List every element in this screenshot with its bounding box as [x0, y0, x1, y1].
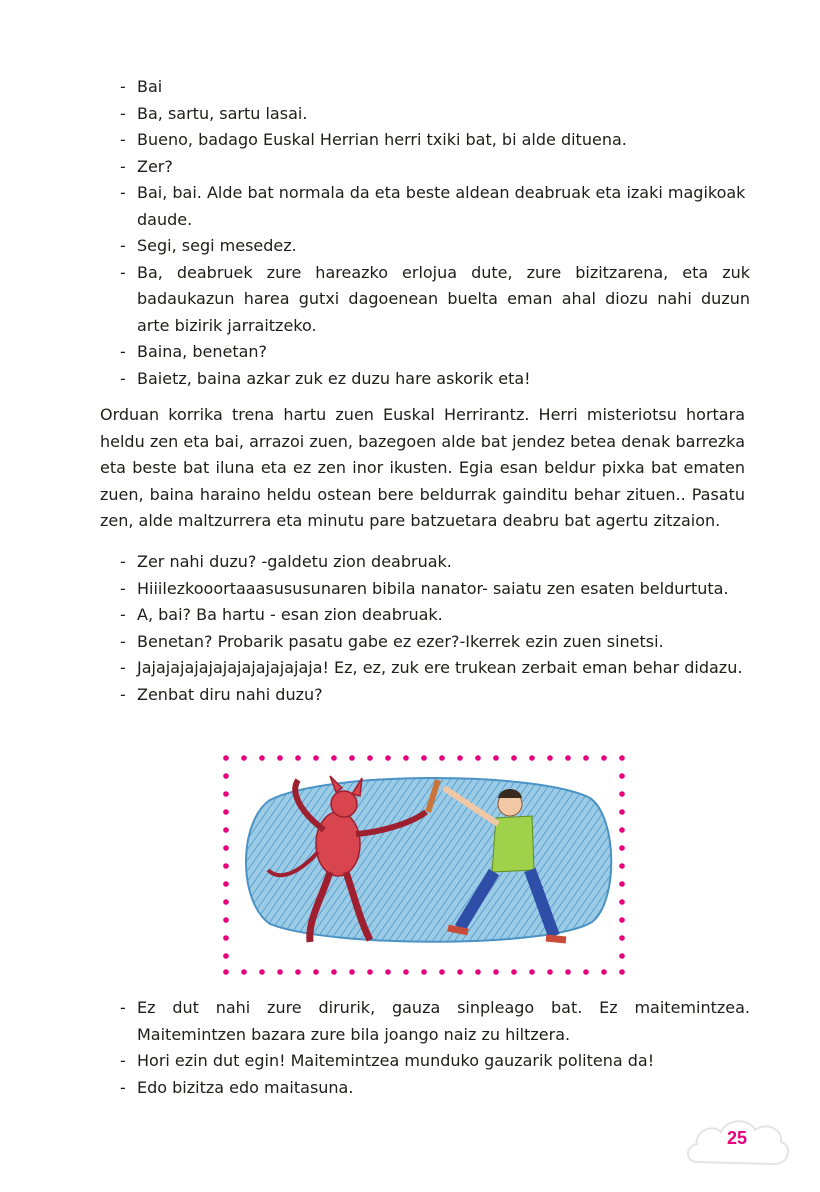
frame-dot: [223, 969, 229, 975]
frame-dot: [349, 755, 355, 761]
dialogue-line: - Bai: [120, 74, 750, 101]
frame-dot: [259, 755, 265, 761]
frame-dot: [367, 755, 373, 761]
frame-dot: [313, 755, 319, 761]
frame-dot: [619, 881, 625, 887]
frame-dot: [619, 953, 625, 959]
dialogue-line: - Hiiilezkooortaaasususunaren bibila nanator- saiatu zen esaten beldurtuta.: [120, 576, 750, 603]
frame-dot: [439, 969, 445, 975]
dialogue-line: - Segi, segi mesedez.: [120, 233, 750, 260]
frame-dot: [583, 969, 589, 975]
frame-dot: [529, 969, 535, 975]
frame-dot: [403, 755, 409, 761]
frame-dot: [223, 809, 229, 815]
frame-dot: [457, 755, 463, 761]
frame-dot: [313, 969, 319, 975]
frame-dot: [565, 755, 571, 761]
frame-dot: [223, 755, 229, 761]
frame-dot: [223, 791, 229, 797]
frame-dot: [439, 755, 445, 761]
frame-dot: [619, 791, 625, 797]
frame-dot: [295, 969, 301, 975]
frame-dot: [493, 969, 499, 975]
frame-dot: [421, 969, 427, 975]
illustration-frame: [220, 752, 628, 978]
frame-dot: [619, 863, 625, 869]
frame-dot: [619, 899, 625, 905]
dialogue-line: - Edo bizitza edo maitasuna.: [120, 1075, 750, 1102]
dialogue-line: - Bai, bai. Alde bat normala da eta beste aldean deabruak eta izaki magikoak daude.: [120, 180, 750, 233]
frame-dot: [385, 755, 391, 761]
frame-dot: [241, 755, 247, 761]
frame-dot: [421, 755, 427, 761]
frame-dot: [259, 969, 265, 975]
frame-dot: [619, 809, 625, 815]
dialogue-block-3: [120, 995, 750, 1101]
dialogue-line: - Ba, sartu, sartu lasai.: [120, 101, 750, 128]
frame-dot: [565, 969, 571, 975]
frame-dot: [241, 969, 247, 975]
page-number: 25: [726, 1128, 748, 1148]
dialogue-line: - Hori ezin dut egin! Maitemintzea munduko gauzarik politena da!: [120, 1048, 750, 1075]
frame-dot: [223, 899, 229, 905]
frame-dot: [619, 845, 625, 851]
dialogue-line: - Ez dut nahi zure dirurik, gauza sinpleago bat. Ez maitemintzea. Maitemintzen bazara zure bila joango naiz zu hiltzera.: [120, 995, 750, 1048]
page-number-cloud: [683, 1110, 791, 1174]
frame-dot: [331, 969, 337, 975]
dialogue-block-1: [120, 74, 750, 392]
dialogue-line: - Jajajajajajajajajajajajaja! Ez, ez, zuk ere trukean zerbait eman behar didazu.: [120, 655, 750, 682]
frame-dot: [511, 969, 517, 975]
frame-dot: [223, 845, 229, 851]
dialogue-line: - Ba, deabruek zure hareazko erlojua dute, zure bizitzarena, eta zuk badaukazun harea gutxi dagoenean buelta eman ahal diozu nahi duzun arte bizirik jarraitzeko.: [120, 260, 750, 340]
frame-dot: [223, 881, 229, 887]
frame-dot: [331, 755, 337, 761]
frame-dot: [367, 969, 373, 975]
frame-dot: [601, 969, 607, 975]
frame-dot: [277, 755, 283, 761]
dialogue-line: - Baietz, baina azkar zuk ez duzu hare askorik eta!: [120, 366, 750, 393]
frame-dot: [619, 827, 625, 833]
dialogue-line: - Zenbat diru nahi duzu?: [120, 682, 750, 709]
dialogue-line: - Benetan? Probarik pasatu gabe ez ezer?-Ikerrek ezin zuen sinetsi.: [120, 629, 750, 656]
frame-dot: [277, 969, 283, 975]
frame-dot: [223, 863, 229, 869]
frame-dot: [295, 755, 301, 761]
narration-paragraph: Orduan korrika trena hartu zuen Euskal Herrirantz. Herri misteriotsu hortara heldu zen eta bai, arrazoi zuen, bazegoen alde bat jendez betea denak barrezka eta beste bat iluna eta ez zen inor ikusten. Egia esan beldur pixka bat ematen zuen, baina haraino heldu ostean bere beldurrak gainditu behar zituen.. Pasatu zen, alde maltzurrera eta minutu pare batzuetara deabru bat agertu zitzaion.: [100, 405, 745, 530]
frame-dot: [349, 969, 355, 975]
frame-dot: [493, 755, 499, 761]
dialogue-line: - Bueno, badago Euskal Herrian herri txiki bat, bi alde dituena.: [120, 127, 750, 154]
devil-and-boy-illustration: [220, 752, 628, 978]
frame-dot: [403, 969, 409, 975]
frame-dot: [385, 969, 391, 975]
frame-dot: [223, 953, 229, 959]
frame-dot: [583, 755, 589, 761]
frame-dot: [529, 755, 535, 761]
dialogue-block-2: [120, 549, 750, 708]
frame-dot: [511, 755, 517, 761]
dialogue-line: - A, bai? Ba hartu - esan zion deabruak.: [120, 602, 750, 629]
frame-dot: [223, 917, 229, 923]
frame-dot: [223, 827, 229, 833]
frame-dot: [601, 755, 607, 761]
frame-dot: [223, 935, 229, 941]
frame-dot: [619, 917, 625, 923]
frame-dot: [619, 755, 625, 761]
frame-dot: [619, 935, 625, 941]
frame-dot: [475, 969, 481, 975]
dialogue-line: - Baina, benetan?: [120, 339, 750, 366]
frame-dot: [547, 969, 553, 975]
dialogue-line: - Zer nahi duzu? -galdetu zion deabruak.: [120, 549, 750, 576]
frame-dot: [547, 755, 553, 761]
dialogue-line: - Zer?: [120, 154, 750, 181]
frame-dot: [475, 755, 481, 761]
frame-dot: [457, 969, 463, 975]
frame-dot: [223, 773, 229, 779]
frame-dot: [619, 773, 625, 779]
frame-dot: [619, 969, 625, 975]
